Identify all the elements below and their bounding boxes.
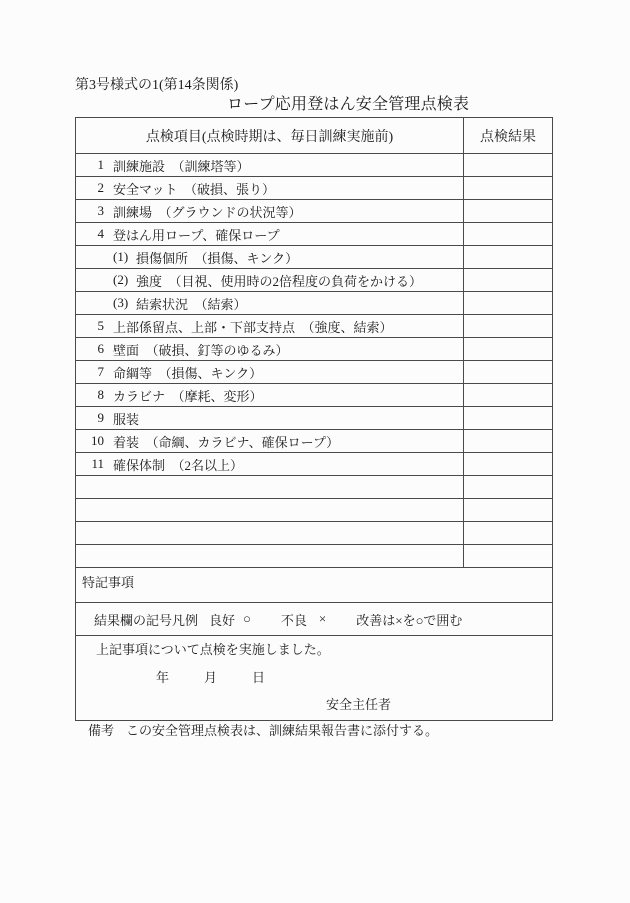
day-label: 日 <box>252 670 266 685</box>
date-line <box>156 669 552 687</box>
circle-symbol: ○ <box>243 611 251 626</box>
remark-label: 備考 <box>88 723 115 738</box>
table-row <box>76 384 552 407</box>
empty-table-row <box>76 522 552 545</box>
row-label: 登はん用ロープ、確保ロープ <box>113 227 280 243</box>
table-row <box>76 177 552 200</box>
legend-row <box>76 603 552 636</box>
row-number: 7 <box>97 364 104 379</box>
table-row <box>76 430 552 453</box>
row-label: 着装 （命綱、カラビナ、確保ロープ） <box>113 434 340 450</box>
result-cell <box>464 246 552 268</box>
table-row <box>76 338 552 361</box>
empty-table-row <box>76 545 552 568</box>
result-cell <box>464 154 552 176</box>
row-label: 安全マット （破損、張り） <box>113 181 275 197</box>
safety-officer-label: 安全主任者 <box>326 697 392 712</box>
row-number: 2 <box>97 180 104 195</box>
result-cell <box>464 430 552 452</box>
row-number: 8 <box>97 387 104 402</box>
row-label: 確保体制 （2名以上） <box>113 457 244 473</box>
legend-improvement-note: 改善は×を○で囲む <box>356 612 463 628</box>
row-number: (1) <box>113 249 129 264</box>
special-notes-label: 特記事項 <box>82 575 135 590</box>
cross-symbol: × <box>318 611 327 626</box>
result-cell <box>464 338 552 360</box>
result-cell <box>464 223 552 245</box>
row-number: 11 <box>91 456 104 471</box>
row-label: 上部係留点、上部・下部支持点 （強度、結索） <box>113 319 393 335</box>
result-cell <box>464 292 552 314</box>
table-row <box>76 315 552 338</box>
table-row <box>76 200 552 223</box>
legend-label: 結果欄の記号凡例 <box>94 612 199 628</box>
result-cell <box>464 361 552 383</box>
form-number: 第3号様式の1(第14条関係) <box>75 78 239 93</box>
row-number: 9 <box>97 410 104 425</box>
remark-text: この安全管理点検表は、訓練結果報告書に添付する。 <box>126 723 439 738</box>
result-cell <box>464 177 552 199</box>
row-label: 結索状況 （結索） <box>136 296 247 312</box>
result-cell <box>464 269 552 291</box>
table-row <box>76 453 552 476</box>
legend-bad-label: 不良 <box>280 612 307 628</box>
row-number: 10 <box>91 433 104 448</box>
empty-table-row <box>76 499 552 522</box>
table-row <box>76 407 552 430</box>
row-number: 6 <box>97 341 104 356</box>
legend-good-label: 良好 <box>209 612 236 628</box>
result-cell <box>464 545 552 567</box>
row-number: 1 <box>97 157 104 172</box>
inspection-table <box>75 117 553 721</box>
row-label: 命綱等 （損傷、キンク） <box>113 365 263 381</box>
row-number: 5 <box>97 318 104 333</box>
table-row <box>76 154 552 177</box>
table-subrow <box>76 269 552 292</box>
table-header-row <box>76 118 552 154</box>
table-row <box>76 223 552 246</box>
row-number: 3 <box>97 203 104 218</box>
result-cell <box>464 476 552 498</box>
special-notes-section <box>76 568 552 603</box>
item-column-header: 点検項目(点検時期は、毎日訓練実施前) <box>76 118 464 153</box>
empty-table-row <box>76 476 552 499</box>
result-cell <box>464 522 552 544</box>
row-label: 損傷個所 （損傷、キンク） <box>136 250 299 266</box>
result-column-header: 点検結果 <box>480 129 536 145</box>
result-cell <box>464 384 552 406</box>
result-cell <box>464 200 552 222</box>
row-label: 強度 （目視、使用時の2倍程度の負荷をかける） <box>136 273 423 289</box>
row-number: (2) <box>113 272 129 287</box>
result-cell <box>464 407 552 429</box>
remark-line <box>88 722 438 740</box>
table-subrow <box>76 292 552 315</box>
row-label: 訓練場 （グラウンドの状況等） <box>113 204 302 220</box>
page-title: ロープ応用登はん安全管理点検表 <box>227 96 470 113</box>
month-label: 月 <box>204 670 218 685</box>
row-label: 壁面 （破損、釘等のゆるみ） <box>113 342 289 358</box>
row-label: 服装 <box>113 411 140 427</box>
signature-section <box>76 636 552 720</box>
table-row <box>76 361 552 384</box>
year-label: 年 <box>156 670 170 685</box>
table-subrow <box>76 246 552 269</box>
result-cell <box>464 499 552 521</box>
row-number: (3) <box>113 295 129 310</box>
result-cell <box>464 453 552 475</box>
result-cell <box>464 315 552 337</box>
row-label: 訓練施設 （訓練塔等） <box>113 158 250 174</box>
row-label: カラビナ （摩耗、変形） <box>113 388 263 404</box>
inspection-statement: 上記事項について点検を実施しました。 <box>96 642 330 657</box>
row-number: 4 <box>97 226 104 241</box>
